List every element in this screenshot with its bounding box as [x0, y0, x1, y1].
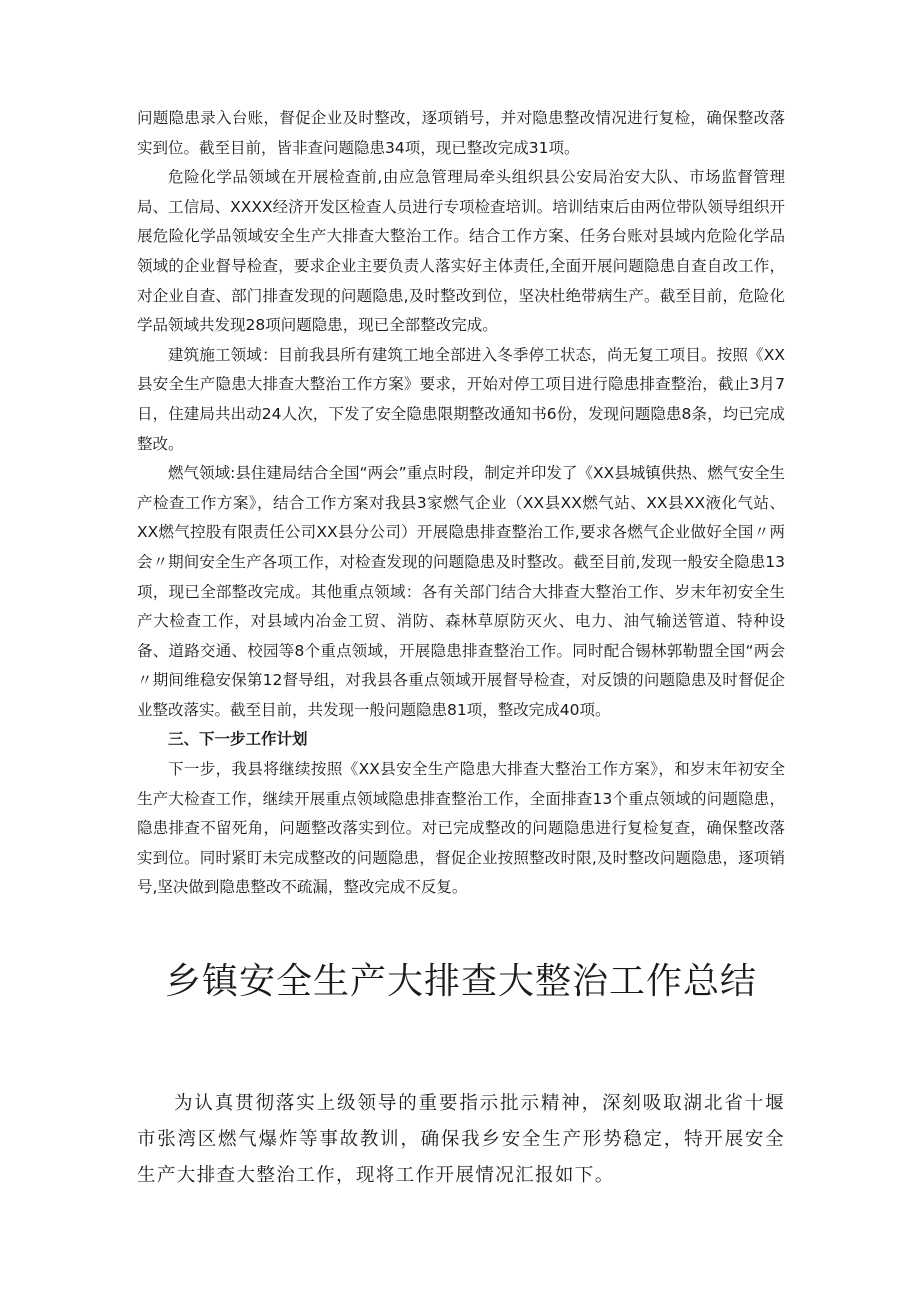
paragraph-gas-and-other-fields: 燃气领域:县住建局结合全国“两会”重点时段，制定并印发了《XX县城镇供热、燃气安全生产检查工作方案》，结合工作方案对我县3家燃气企业（XX县XX燃气站、XX县XX液化气站、XX燃气控股有限责任公司XX县分公司）开展隐患排查整治工作,要求各燃气企业做好全国〃两会〃期间安全生产各项工作，对检查发现的问题隐患及时整改。截至目前,发现一般安全隐患13项，现已全部整改完成。其他重点领域：各有关部门结合大排查大整治工作、岁末年初安全生产大检查工作，对县域内冶金工贸、消防、森林草原防灭火、电力、油气输送管道、特种设备、道路交通、校园等8个重点领域，开展隐患排查整治工作。同时配合锡林郭勒盟全国“两会〃期间维稳安保第12督导组，对我县各重点领域开展督导检查，对反馈的问题隐患及时督促企业整改落实。截至目前，共发现一般问题隐患81项，整改完成40项。 — [137, 464, 785, 719]
paragraph-rectification-summary: 问题隐患录入台账，督促企业及时整改，逐项销号，并对隐患整改情况进行复检，确保整改落实到位。截至目前，皆非查问题隐患34项，现已整改完成31项。 — [137, 109, 785, 157]
paragraph-intro: 为认真贯彻落实上级领导的重要指示批示精神，深刻吸取湖北省十堰市张湾区燃气爆炸等事故教训，确保我乡安全生产形势稳定，特开展安全生产大排查大整治工作，现将工作开展情况汇报如下。 — [137, 1093, 785, 1186]
document-page-upper — [137, 104, 785, 903]
document-page-lower — [137, 1086, 785, 1194]
section-heading-next-steps: 三、下一步工作计划 — [168, 730, 308, 749]
paragraph-next-steps: 下一步，我县将继续按照《XX县安全生产隐患大排查大整治工作方案》，和岁末年初安全生产大检查工作，继续开展重点领域隐患排查整治工作，全面排查13个重点领域的问题隐患，隐患排查不留死角，问题整改落实到位。对已完成整改的问题隐患进行复检复查，确保整改落实到位。同时紧盯未完成整改的问题隐患，督促企业按照整改时限,及时整改问题隐患，逐项销号,坚决做到隐患整改不疏漏，整改完成不反复。 — [137, 760, 785, 897]
document-title: 乡镇安全生产大排查大整治工作总结 — [164, 961, 757, 1002]
paragraph-construction: 建筑施工领域：目前我县所有建筑工地全部进入冬季停工状态，尚无复工项目。按照《XX县安全生产隐患大排查大整治工作方案》要求，开始对停工项目进行隐患排查整治，截止3月7日，住建局共出动24人次，下发了安全隐患限期整改通知书6份，发现问题隐患8条，均已完成整改。 — [137, 345, 785, 453]
paragraph-hazardous-chemicals: 危险化学品领域在开展检查前,由应急管理局牵头组织县公安局治安大队、市场监督管理局、工信局、XXXX经济开发区检查人员进行专项检查培训。培训结束后由两位带队领导组织开展危险化学品领域安全生产大排查大整治工作。结合工作方案、任务台账对县域内危险化学品领域的企业督导检查，要求企业主要负责人落实好主体责任,全面开展问题隐患自查自改工作，对企业自查、部门排查发现的问题隐患,及时整改到位，坚决杜绝带病生产。截至目前，危险化学品领域共发现28项问题隐患，现已全部整改完成。 — [137, 168, 785, 335]
